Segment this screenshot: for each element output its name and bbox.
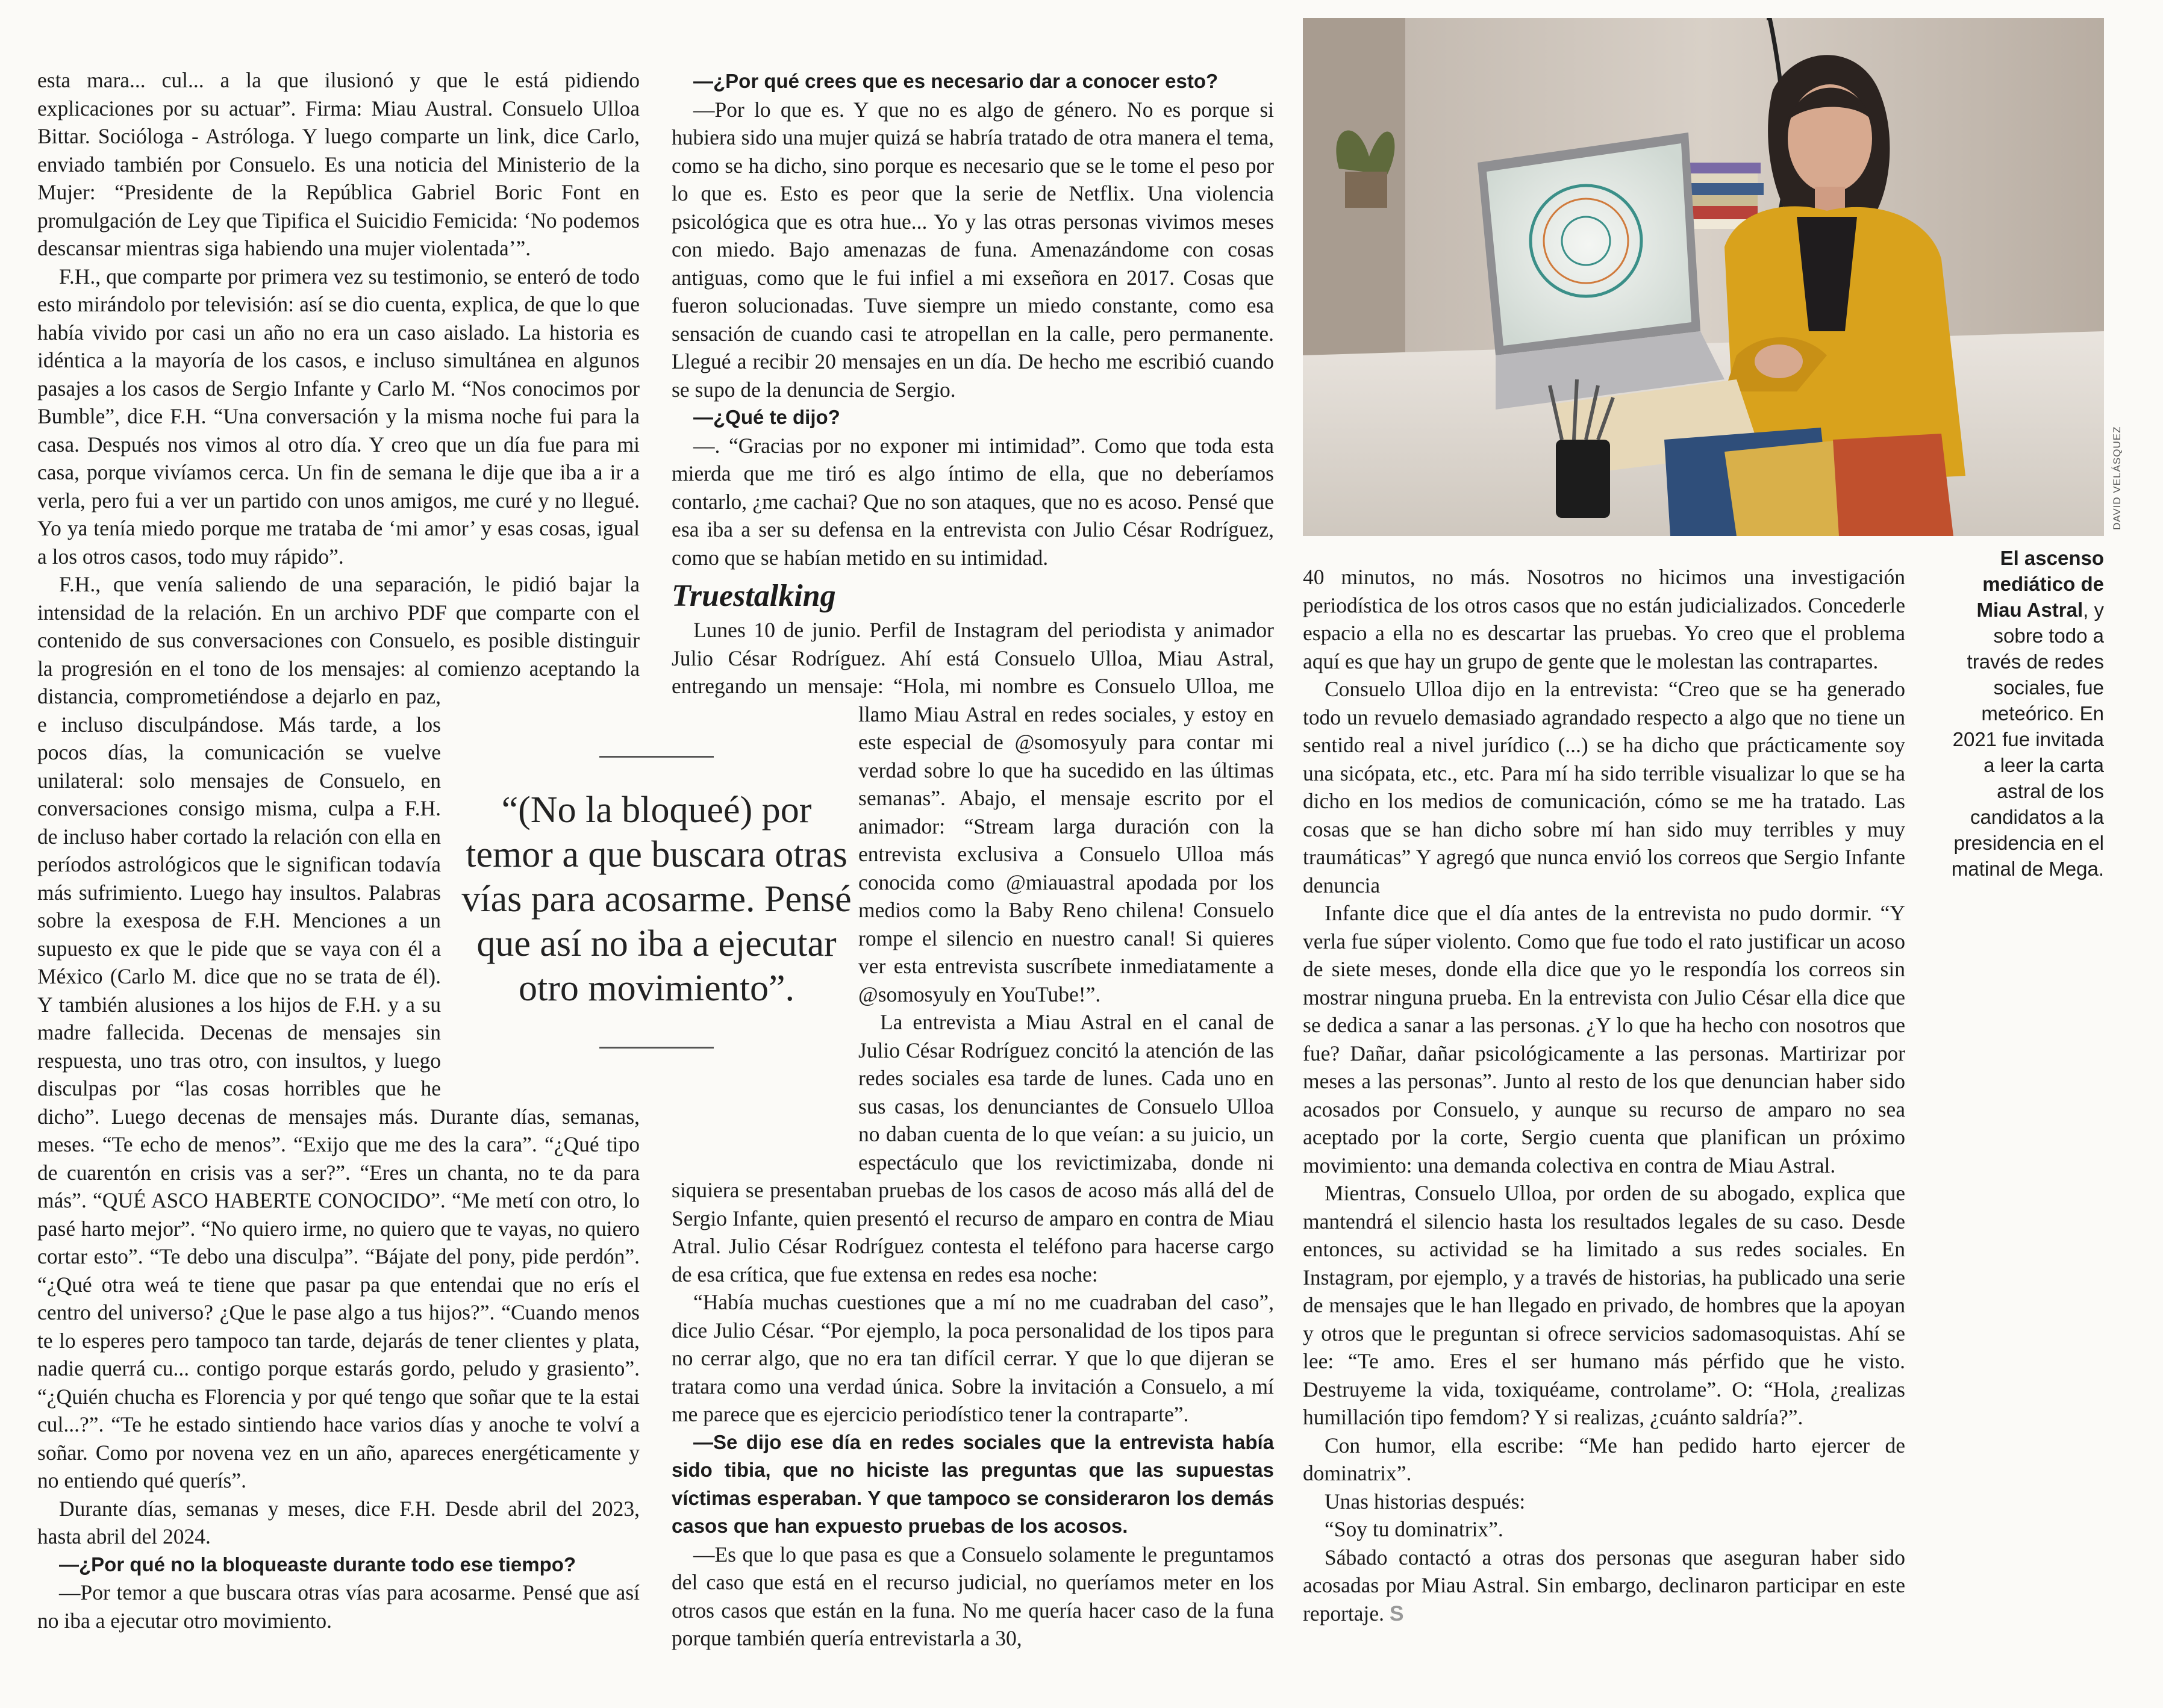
- paragraph: Con humor, ella escribe: “Me han pedido harto ejercer de dominatrix”.: [1303, 1433, 1905, 1485]
- article-photo: [1303, 18, 2104, 536]
- paragraph: “Soy tu dominatrix”.: [1325, 1517, 1503, 1541]
- caption-lead: El ascenso mediático de Miau Astral: [1976, 547, 2104, 621]
- pull-quote: [458, 756, 855, 1049]
- paragraph: Infante dice que el día antes de la entrevista no pudo dormir. “Y verla fue súper violento. Como que fue todo el rato justificar un acoso de siete meses, donde ella dice que yo le respondía los correos sin mostrar ninguna prueba. En la entrevista con Julio César ella dice que se dedica a sanar a las personas. ¿Y lo que ha hecho con nosotros que fue? Dañar, dañar psicológicamente a las personas. Martirizar por meses a las personas”. Junto al resto de los que denuncian haber sido acosados por Consuelo, y aunque su recurso de amparo no sea aceptado por la corte, Sergio cuenta que planifican un próximo movimiento: una demanda colectiva en contra de Miau Astral.: [1303, 901, 1905, 1177]
- paragraph: Consuelo Ulloa dijo en la entrevista: “Creo que se ha generado todo un revuelo demasiado agrandado respecto a algo que no tiene un sentido real a nivel jurídico (...) se ha dicho que prácticamente soy una sicópata, etc., etc. Para mí ha sido terrible visualizar lo que se ha dicho en los medios de comunicación, cómo se me ha tratado. Las cosas que se han dicho sobre mí han sido muy terribles y muy traumáticas” Y agregó que nunca envió los correos que Sergio Infante denuncia: [1303, 677, 1905, 897]
- pull-quote-text: “(No la bloqueé) por temor a que buscara otras vías para acosarme. Pensé que así no iba a ejecutar otro movimiento”.: [461, 790, 852, 1009]
- interview-question: —¿Qué te dijo?: [693, 406, 840, 428]
- paragraph: F.H., que venía saliendo de una separación, le pidió bajar la intensidad de la relación. En un archivo PDF que comparte con el contenido de sus conversaciones con Consuelo, es posible distinguir la progresión en el tono de los mensajes: al comienzo aceptando la distancia, comprometiéndose a dejarlo en paz, e incluso disculpándose. Más tarde, a los pocos días, la comunicación se vuelve unilateral: solo mensajes de Consuelo, en conversaciones consigo misma, culpa a F.H. de incluso haber cortado la relación con ella en períodos astrológicos que le significan todavía más sufrimiento. Luego hay insultos. Palabras sobre la exesposa de F.H. Menciones a un supuesto ex que le pide que se vaya con él a México (Carlo M. dice que no se trata de él). Y también alusiones a los hijos de F.H. y a su madre fallecida. Decenas de mensajes sin respuesta, uno tras otro, con insultos, y luego disculpas por “las cosas horribles que he dicho”. Luego decenas de mensajes más. Durante días, semanas, meses. “Te echo de menos”. “Exijo que me des la cara”. “¿Qué tipo de cuarentón en crisis vas a ser?”. “Eres un chanta, no te da para más”. “QUÉ ASCO HABERTE CONOCIDO”. “Me metí con otro, lo pasé harto mejor”. “No quiero irme, no quiero que te vayas, no quiero cortar esto”. “Te debo una disculpa”. “Bájate del pony, pide perdón”. “¿Qué otra weá te tiene que pasar pa que entendai que no erís el centro del universo? ¿Que le pase algo a tus hijos?”. “Cuando menos te lo esperes pero tampoco tan tarde, dejarás de tener clientes y plata, nadie querrá cu... contigo porque estarás gordo, peludo y grasiento”. “¿Quién chucha es Florencia y por qué tengo que soñar que te la estai cul...?”. “Te he estado sintiendo hace varios días y anoche te volví a soñar. Como por novena vez en un año, apareces energéticamente y no entiendo qué querís”.: [37, 572, 640, 1492]
- interview-answer: —Por lo que es. Y que no es algo de género. No es porque si hubiera sido una mujer quizá se habría tratado de otra manera el tema, como se ha dicho, sino porque es necesario que se le tome el peso por lo que es. Esto es peor que la serie de Netflix. Una violencia psicológica que es otra hue... Yo y las otras personas vivimos meses con miedo. Bajo amenazas de funa. Amenazándome con cosas antiguas, como que le fui infiel a mi exseñora en 2017. Cosas que fueron solucionadas. Tuve siempre un miedo constante, como esa sensación de cuando casi te atropellan en la calle, pero permanente. Llegué a recibir 20 mensajes en un día. De hecho me escribió cuando se supo de la denuncia de Sergio.: [672, 97, 1274, 402]
- photo-credit: DAVID VELÁSQUEZ: [2111, 426, 2123, 530]
- interview-question: —¿Por qué crees que es necesario dar a conocer esto?: [693, 70, 1219, 92]
- paragraph: Mientras, Consuelo Ulloa, por orden de su abogado, explica que mantendrá el silencio hasta los resultados legales de su caso. Desde entonces, su actividad se ha limitado a sus redes sociales. En Instagram, por ejemplo, y a través de historias, ha publicado una serie de mensajes que le han llegado en privado, de hombres que la apoyan y otros que le preguntan si ofrece servicios sadomasoquistas. Ahí se lee: “Te amo. Eres el ser humano más pérfido que he visto. Destruyeme la vida, toxiquéame, controlame”. O: “Hola, ¿realizas humillación tipo femdom? Y si realizas, ¿cuánto saldría?”.: [1303, 1181, 1905, 1429]
- paragraph: 40 minutos, no más. Nosotros no hicimos una investigación periodística de los otros casos que no están judicializados. Concederle espacio a ella no es descartar las pruebas. Yo creo que el problema aquí es que hay un grupo de gente que le molestan las contrapartes.: [1303, 565, 1905, 673]
- interview-answer: —. “Gracias por no exponer mi intimidad”. Como que toda esta mierda que me tiró es algo íntimo de ella, que no deberíamos contarlo, ¿me cachai? Que no son ataques, que no es acoso. Pensé que esa iba a ser su defensa en la entrevista con Julio César Rodríguez, como que se habían metido en su intimidad.: [672, 433, 1274, 570]
- caption-text: , y sobre todo a través de redes sociales, fue meteórico. En 2021 fue invitada a leer la carta astral de los candidatos a la presidencia en el matinal de Mega.: [1951, 599, 2104, 880]
- paragraph: [1303, 1544, 1905, 1628]
- pull-quote-rule-bottom: [599, 1047, 714, 1049]
- interview-question: —Se dijo ese día en redes sociales que la entrevista había sido tibia, que no hiciste las preguntas que las supuestas víctimas esperaban. Y que tampoco se consideraron los demás casos que han expuesto pruebas de los acosos.: [672, 1430, 1274, 1537]
- end-mark: S: [1389, 1601, 1404, 1625]
- paragraph: Lunes 10 de junio. Perfil de Instagram del periodista y animador Julio César Rodríguez. Ahí está Consuelo Ulloa, Miau Astral, entregando un mensaje: “Hola, mi nombre es Consuelo Ulloa, me llamo Miau Astral en redes sociales, y estoy en este especial de @somosyuly para contar mi verdad sobre lo que ha sucedido en las últimas semanas”. Abajo, el mensaje escrito por el animador: “Stream larga duración con la entrevista exclusiva a Consuelo Ulloa más conocida como @miauastral apodada por los medios como la Baby Reno chilena! Consuelo rompe el silencio en nuestro canal! Si quieres ver esta entrevista suscríbete inmediatamente a @somosyuly en YouTube!”.: [672, 618, 1274, 1006]
- interview-question: —¿Por qué no la bloqueaste durante todo ese tiempo?: [59, 1553, 576, 1576]
- paragraph-text: Sábado contactó a otras dos personas que aseguran haber sido acosadas por Miau Astral. Sin embargo, declinaron participar en este reportaje.: [1303, 1545, 1905, 1625]
- photo-illustration: [1303, 18, 2104, 536]
- photo-caption: [1937, 545, 2104, 882]
- article-column-3: [1303, 563, 1905, 1627]
- interview-answer: —Por temor a que buscara otras vías para acosarme. Pensé que así no iba a ejecutar otro movimiento.: [37, 1580, 640, 1633]
- section-heading: Truestalking: [672, 579, 836, 613]
- paragraph: Unas historias después:: [1325, 1489, 1526, 1513]
- paragraph: “Había muchas cuestiones que a mí no me cuadraban del caso”, dice Julio César. “Por ejemplo, la poca personalidad de los tipos para no cerrar algo, que no era tan difícil cerrar. Y que lo que dijeran se tratara como una verdad única. Sobre la invitación a Consuelo, a mí me parece que es ejercicio periodístico tener la contraparte”.: [672, 1290, 1274, 1426]
- paragraph: esta mara... cul... a la que ilusionó y que le está pidiendo explicaciones por su actuar”. Firma: Miau Austral. Consuelo Ulloa Bittar. Socióloga - Astróloga. Y luego comparte un link, dice Carlo, enviado también por Consuelo. Es una noticia del Ministerio de la Mujer: “Presidente de la República Gabriel Boric Font en promulgación de Ley que Tipifica el Suicidio Femicida: ‘No podemos descansar mientras siga habiendo una mujer violentada’”.: [37, 68, 640, 260]
- paragraph: Durante días, semanas y meses, dice F.H. Desde abril del 2023, hasta abril del 2024.: [37, 1496, 640, 1548]
- paragraph: F.H., que comparte por primera vez su testimonio, se enteró de todo esto mirándolo por televisión: así se dio cuenta, explica, de que lo que había vivido por casi un año no era un caso aislado. La historia es idéntica a la mayoría de los casos, e incluso simultánea en algunos pasajes a los casos de Sergio Infante y Carlo M. “Nos conocimos por Bumble”, dice F.H. “Una conversación y la misma noche fui para la casa. Después nos vimos al otro día. Y creo que un día fue para mi casa, porque vivíamos cerca. Un fin de semana le dije que iba a ir a verla, pero fui a ver un partido con unos amigos, me curé y no llegué. Yo ya tenía miedo porque me trataba de ‘mi amor’ y esas cosas, igual a los otros casos, todo muy rápido”.: [37, 264, 640, 569]
- paragraph: La entrevista a Miau Astral en el canal de Julio César Rodríguez concitó la atención de las redes sociales esa tarde de lunes. Cada uno en sus casas, los denunciantes de Consuelo Ulloa no daban cuenta de lo que veían: a su juicio, un espectáculo que los revictimizaba, donde ni siquiera se presentaban pruebas de los casos de acoso más allá del de Sergio Infante, quien presentó el recurso de amparo en contra de Miau Atral. Julio César Rodríguez contesta el teléfono para hacerse cargo de esa crítica, que fue extensa en redes esa noche:: [672, 1010, 1274, 1286]
- interview-answer: —Es que lo que pasa es que a Consuelo solamente le preguntamos del caso que está en el recurso judicial, no queríamos meter en los otros casos que están en la funa. No me quería hacer caso de la funa porque también quería entrevistarla a 30,: [672, 1542, 1274, 1650]
